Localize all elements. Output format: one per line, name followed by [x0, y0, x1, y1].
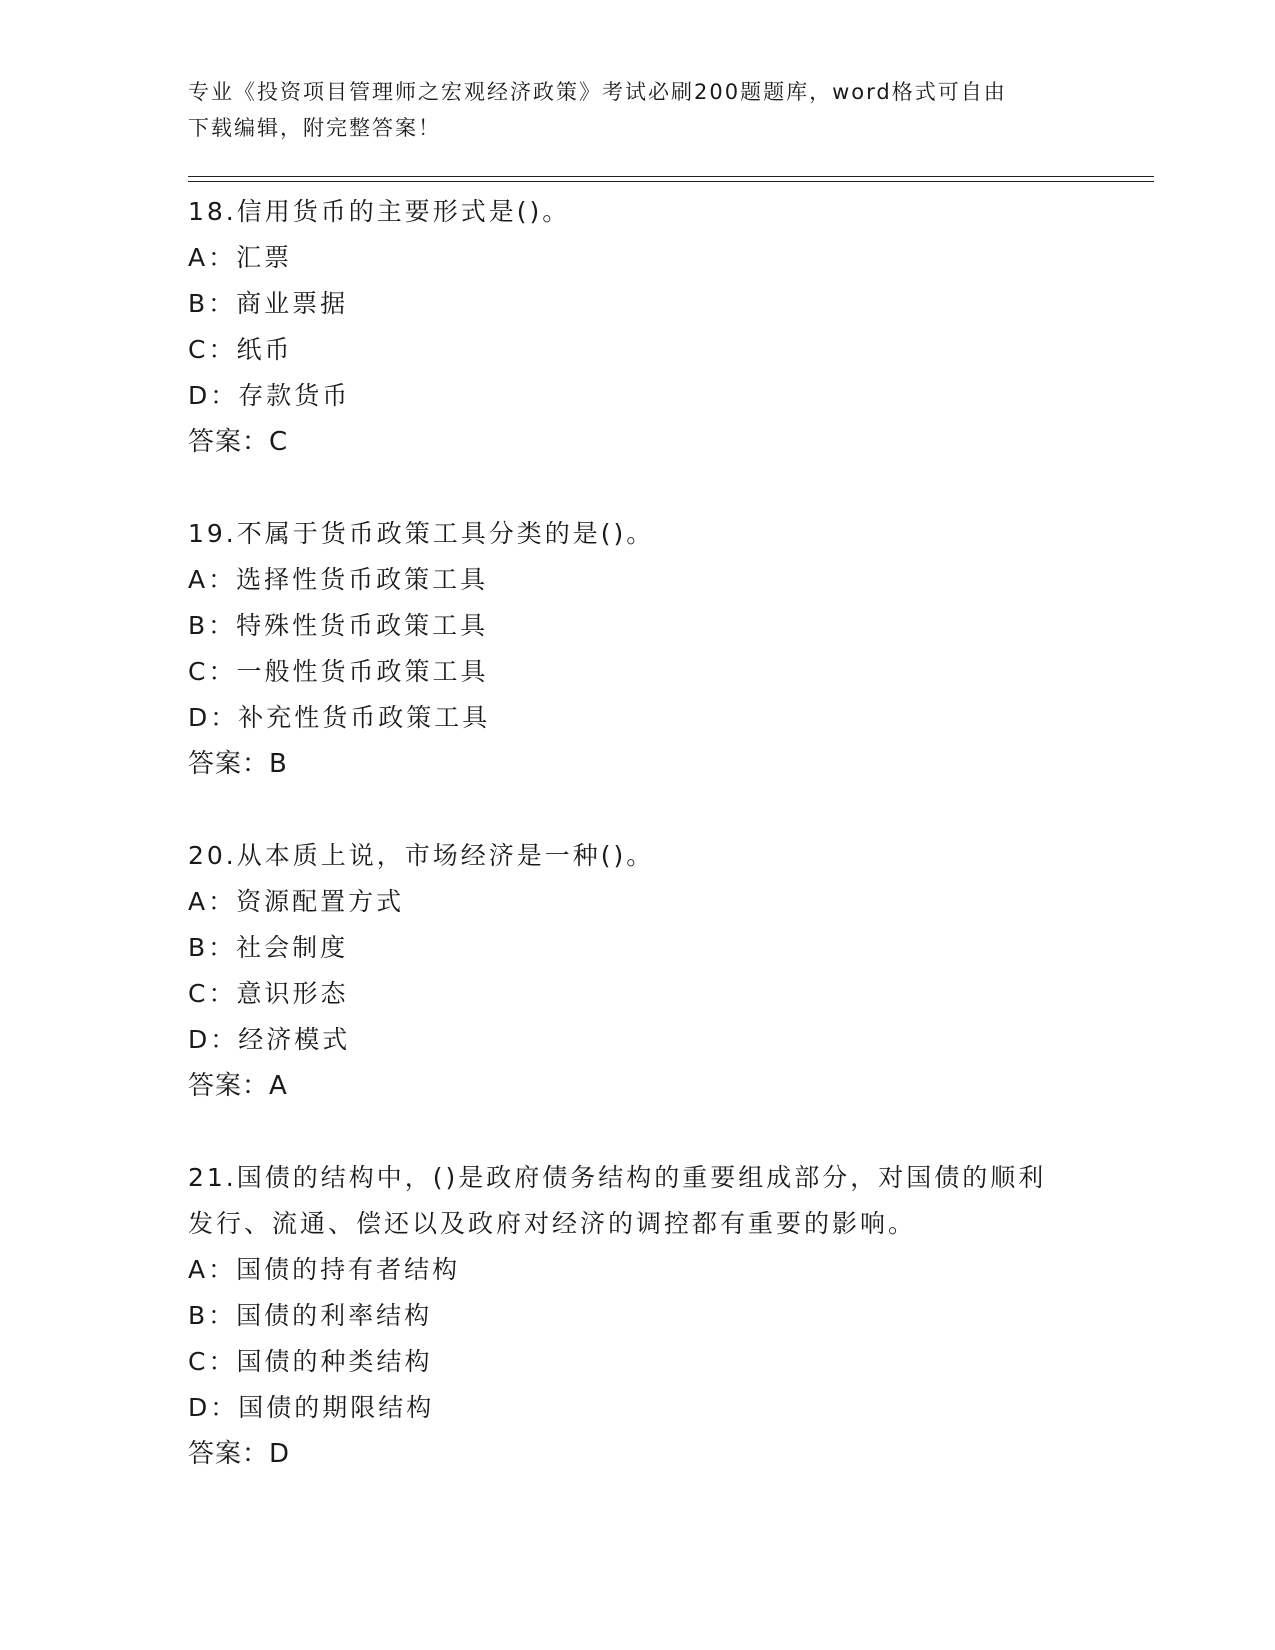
document-intro: [188, 74, 1088, 146]
option-d: D：经济模式: [188, 1025, 351, 1054]
intro-line-1: 专业《投资项目管理师之宏观经济政策》考试必刷200题题库，word格式可自由: [188, 80, 1007, 104]
option-c: C：一般性货币政策工具: [188, 657, 489, 686]
question-21: [188, 1155, 1088, 1477]
question-text: 18.信用货币的主要形式是()。: [188, 197, 571, 226]
option-d: D：国债的期限结构: [188, 1393, 435, 1422]
option-b: B：特殊性货币政策工具: [188, 611, 489, 640]
intro-line-2: 下载编辑，附完整答案！: [188, 116, 441, 140]
answer-line: 答案：B: [188, 749, 288, 779]
header-divider-top: [188, 176, 1154, 177]
option-a: A：汇票: [188, 243, 293, 272]
answer-line: 答案：C: [188, 427, 289, 457]
answer-line: 答案：D: [188, 1439, 291, 1469]
option-a: A：国债的持有者结构: [188, 1255, 461, 1284]
option-a: A：资源配置方式: [188, 887, 405, 916]
question-text-line-2: 发行、流通、偿还以及政府对经济的调控都有重要的影响。: [188, 1209, 917, 1238]
question-list: [188, 189, 1088, 1523]
option-a: A：选择性货币政策工具: [188, 565, 489, 594]
option-b: B：商业票据: [188, 289, 349, 318]
question-19: [188, 511, 1088, 787]
question-20: [188, 833, 1088, 1109]
option-c: C：国债的种类结构: [188, 1347, 433, 1376]
option-c: C：意识形态: [188, 979, 349, 1008]
question-text: 20.从本质上说，市场经济是一种()。: [188, 841, 655, 870]
option-d: D：补充性货币政策工具: [188, 703, 491, 732]
header-divider-bottom: [188, 181, 1154, 182]
question-18: [188, 189, 1088, 465]
option-c: C：纸币: [188, 335, 293, 364]
question-text: 19.不属于货币政策工具分类的是()。: [188, 519, 655, 548]
answer-line: 答案：A: [188, 1071, 288, 1101]
option-b: B：社会制度: [188, 933, 349, 962]
question-text-line-1: 21.国债的结构中，()是政府债务结构的重要组成部分，对国债的顺利: [188, 1163, 1047, 1192]
option-b: B：国债的利率结构: [188, 1301, 433, 1330]
option-d: D：存款货币: [188, 381, 351, 410]
